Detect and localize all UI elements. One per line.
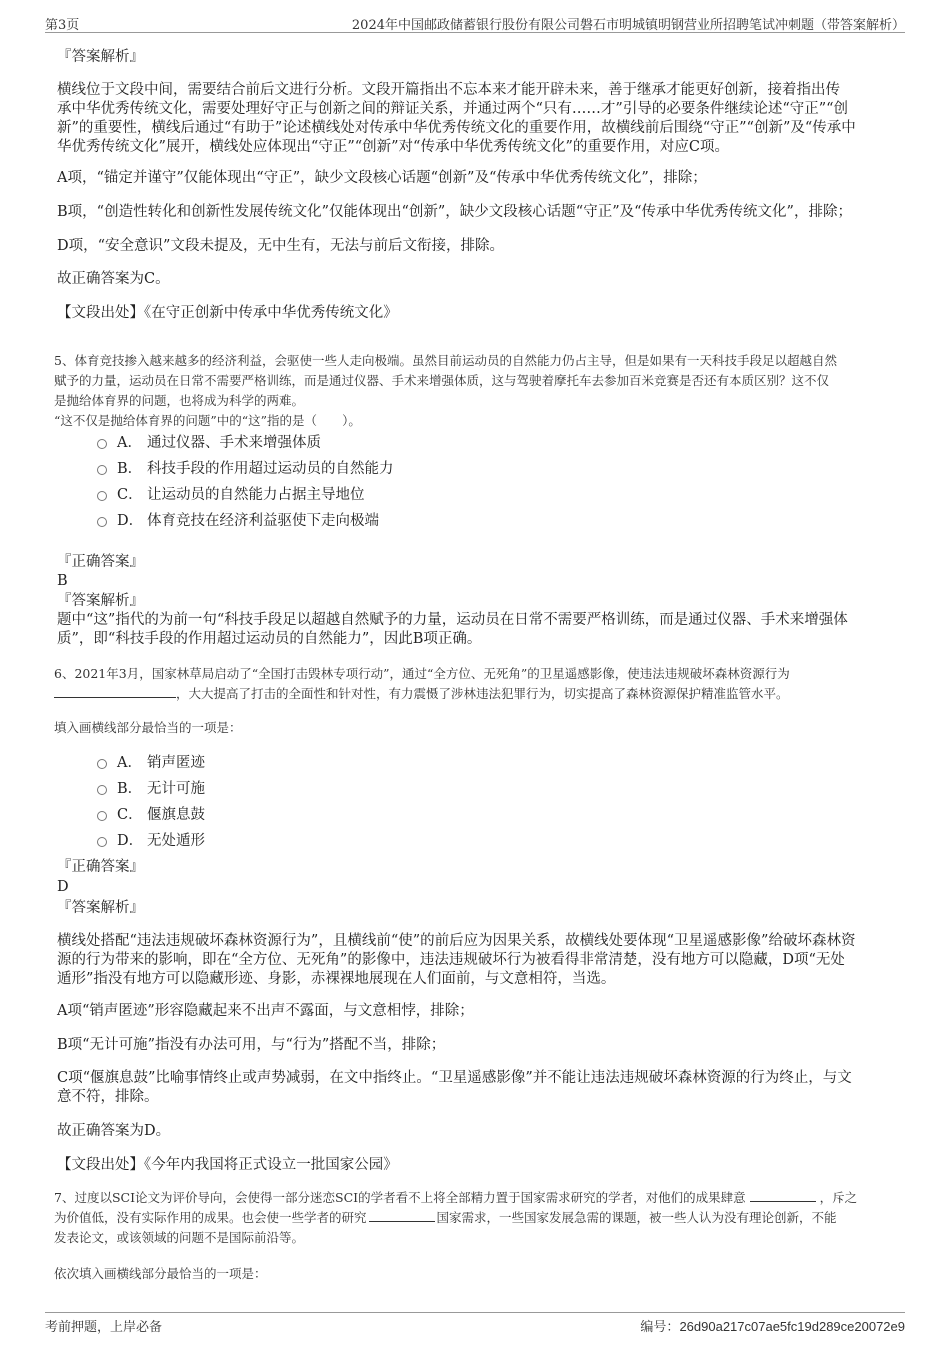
fill-blank	[369, 1209, 435, 1222]
text-line: 源的行为带来的影响，即在“全方位、无死角”的影像中，违法违规破坏行为被看得非常清楚，没有地方可以隐藏，D项“无处	[57, 952, 845, 968]
q5-stem	[54, 351, 890, 431]
q5-answer: B	[57, 573, 68, 589]
page-number: 第3页	[45, 18, 80, 33]
option-letter: D．	[117, 513, 144, 529]
radio-icon[interactable]	[97, 465, 107, 475]
radio-icon[interactable]	[97, 837, 107, 847]
radio-icon[interactable]	[97, 811, 107, 821]
q6-answer: D	[57, 879, 69, 895]
text-line: 横线位于文段中间，需要结合前后文进行分析。文段开篇指出不忘本来才能开辟未来，善于继承才能更好创新，接着指出传	[57, 82, 840, 98]
text-line: 华优秀传统文化”展开，横线处应体现出“守正”“创新”对“传承中华优秀传统文化”的重要作用，对应C项。	[57, 139, 729, 155]
text-line: 承中华优秀传统文化，需要处理好守正与创新之间的辩证关系，并通过两个“只有……才”引导的必要条件继续论述“守正”“创	[57, 101, 849, 117]
q6-analysis-paragraph	[57, 932, 893, 989]
q6-source: 【文段出处】《今年内我国将正式设立一批国家公园》	[57, 1157, 398, 1173]
code-value: 26d90a217c07ae5fc19d289ce20072e9	[679, 1319, 905, 1334]
q4-analysis-a: A项，“锚定并谨守”仅能体现出“守正”，缺少文段核心话题“创新”及“传承中华优秀传统文化”，排除；	[57, 170, 707, 186]
option-letter: C．	[117, 807, 143, 823]
text-line: 6、2021年3月，国家林草局启动了“全国打击毁林专项行动”，通过“全方位、无死角”的卫星遥感影像，使违法违规破坏森林资源行为	[54, 666, 790, 681]
option-letter: B．	[117, 461, 143, 477]
text-span: ，大大提高了打击的全面性和针对性，有力震慑了涉林违法犯罪行为，切实提高了森林资源保护精准监管水平。	[176, 686, 789, 701]
option-text: 无处遁形	[147, 833, 205, 849]
text-line: 新”的重要性，横线后通过“有助于”论述横线处对传承中华优秀传统文化的重要作用，故横线前后围绕“守正”“创新”及“传承中	[57, 120, 856, 136]
text-line: 是抛给体育界的问题，也将成为科学的两难。	[54, 393, 305, 408]
q5-option-c[interactable]	[97, 485, 365, 505]
q5-analysis-label: 『答案解析』	[57, 593, 144, 609]
option-letter: C．	[117, 487, 143, 503]
q6-analysis-a: A项“销声匿迹”形容隐藏起来不出声不露面，与文意相悖，排除；	[57, 1003, 474, 1019]
option-text: 让运动员的自然能力占据主导地位	[147, 487, 365, 503]
q4-analysis-paragraph	[57, 81, 893, 157]
text-line: 横线处搭配“违法违规破坏森林资源行为”，且横线前“使”的前后应为因果关系，故横线处要体现“卫星遥感影像”给破坏森林资	[57, 933, 856, 949]
text-line	[54, 1188, 890, 1208]
text-line: 发表论文，或该领域的问题不是国际前沿等。	[54, 1230, 305, 1245]
q6-analysis-b: B项“无计可施”指没有办法可用，与“行为”搭配不当，排除；	[57, 1037, 446, 1053]
q5-option-d[interactable]	[97, 511, 379, 531]
text-line: 质”，即“科技手段的作用超过运动员的自然能力”，因此B项正确。	[57, 631, 482, 647]
fill-blank	[54, 685, 176, 698]
q6-prompt: 填入画横线部分最恰当的一项是：	[54, 720, 242, 735]
page-footer	[45, 1312, 905, 1335]
option-letter: B．	[117, 781, 143, 797]
document-title: 2024年中国邮政储蓄银行股份有限公司磐石市明城镇明钢营业所招聘笔试冲刺题（带答案解析）	[351, 18, 905, 33]
q7-prompt: 依次填入画横线部分最恰当的一项是：	[54, 1266, 267, 1281]
footer-slogan: 考前押题，上岸必备	[45, 1320, 163, 1335]
q6-option-a[interactable]	[97, 753, 205, 773]
option-text: 通过仪器、手术来增强体质	[147, 435, 321, 451]
radio-icon[interactable]	[97, 759, 107, 769]
q4-source: 【文段出处】《在守正创新中传承中华优秀传统文化》	[57, 305, 398, 321]
q4-analysis-label: 『答案解析』	[57, 49, 144, 65]
q4-analysis-b: B项，“创造性转化和创新性发展传统文化”仅能体现出“创新”，缺少文段核心话题“守正”及“传承中华优秀传统文化”，排除；	[57, 204, 852, 220]
page-header	[45, 12, 905, 33]
text-line: 遁形”指没有地方可以隐藏形迹、身影，赤裸裸地展现在人们面前，与文意相符，当选。	[57, 971, 616, 987]
q6-stem	[54, 664, 890, 704]
text-line: 题中“这”指代的为前一句“科技手段足以超越自然赋予的力量，运动员在日常不需要严格训练，而是通过仪器、手术来增强体	[57, 612, 848, 628]
option-letter: A．	[117, 755, 142, 771]
text-line: “这不仅是抛给体育界的问题”中的“这”指的是（ ）。	[54, 413, 361, 428]
q6-option-c[interactable]	[97, 805, 205, 825]
option-text: 科技手段的作用超过运动员的自然能力	[147, 461, 394, 477]
q4-conclusion: 故正确答案为C。	[57, 271, 170, 287]
q6-analysis-c	[57, 1069, 893, 1107]
option-text: 无计可施	[147, 781, 205, 797]
text-line: C项“偃旗息鼓”比喻事情终止或声势减弱，在文中指终止。“卫星遥感影像”并不能让违法违规破坏森林资源的行为终止，与文	[57, 1070, 852, 1086]
q5-analysis	[57, 611, 893, 649]
q6-conclusion: 故正确答案为D。	[57, 1123, 171, 1139]
q5-option-a[interactable]	[97, 433, 321, 453]
option-letter: A．	[117, 435, 142, 451]
q4-analysis-d: D项，“安全意识”文段未提及，无中生有，无法与前后文衔接，排除。	[57, 238, 504, 254]
option-text: 体育竞技在经济利益驱使下走向极端	[147, 513, 379, 529]
radio-icon[interactable]	[97, 517, 107, 527]
text-span: ，斥之	[819, 1190, 858, 1205]
text-span: 为价值低，没有实际作用的成果。也会使一些学者的研究	[54, 1210, 367, 1225]
option-text: 偃旗息鼓	[147, 807, 205, 823]
code-label: 编号：	[640, 1320, 680, 1335]
document-code	[640, 1316, 905, 1335]
text-span: 7、过度以SCI论文为评价导向，会使得一部分迷恋SCI的学者看不上将全部精力置于国家需求研究的学者，对他们的成果肆意	[54, 1190, 746, 1205]
q5-option-b[interactable]	[97, 459, 394, 479]
text-line: 5、体育竞技掺入越来越多的经济利益，会驱使一些人走向极端。虽然目前运动员的自然能力仍占主导，但是如果有一天科技手段足以超越自然	[54, 353, 837, 368]
q6-option-d[interactable]	[97, 831, 205, 851]
radio-icon[interactable]	[97, 785, 107, 795]
text-line	[54, 1208, 890, 1228]
radio-icon[interactable]	[97, 491, 107, 501]
text-line: 意不符，排除。	[57, 1089, 159, 1105]
fill-blank	[750, 1189, 816, 1202]
q5-answer-label: 『正确答案』	[57, 554, 144, 570]
q7-stem	[54, 1188, 890, 1248]
q6-analysis-label: 『答案解析』	[57, 900, 144, 916]
q6-option-b[interactable]	[97, 779, 205, 799]
text-line	[54, 684, 890, 704]
option-letter: D．	[117, 833, 144, 849]
q6-answer-label: 『正确答案』	[57, 859, 144, 875]
option-text: 销声匿迹	[147, 755, 205, 771]
text-span: 国家需求，一些国家发展急需的课题，被一些人认为没有理论创新，不能	[436, 1210, 837, 1225]
text-line: 赋予的力量，运动员在日常不需要严格训练，而是通过仪器、手术来增强体质，这与驾驶着摩托车去参加百米竞赛是否还有本质区别？这不仅	[54, 373, 830, 388]
radio-icon[interactable]	[97, 439, 107, 449]
